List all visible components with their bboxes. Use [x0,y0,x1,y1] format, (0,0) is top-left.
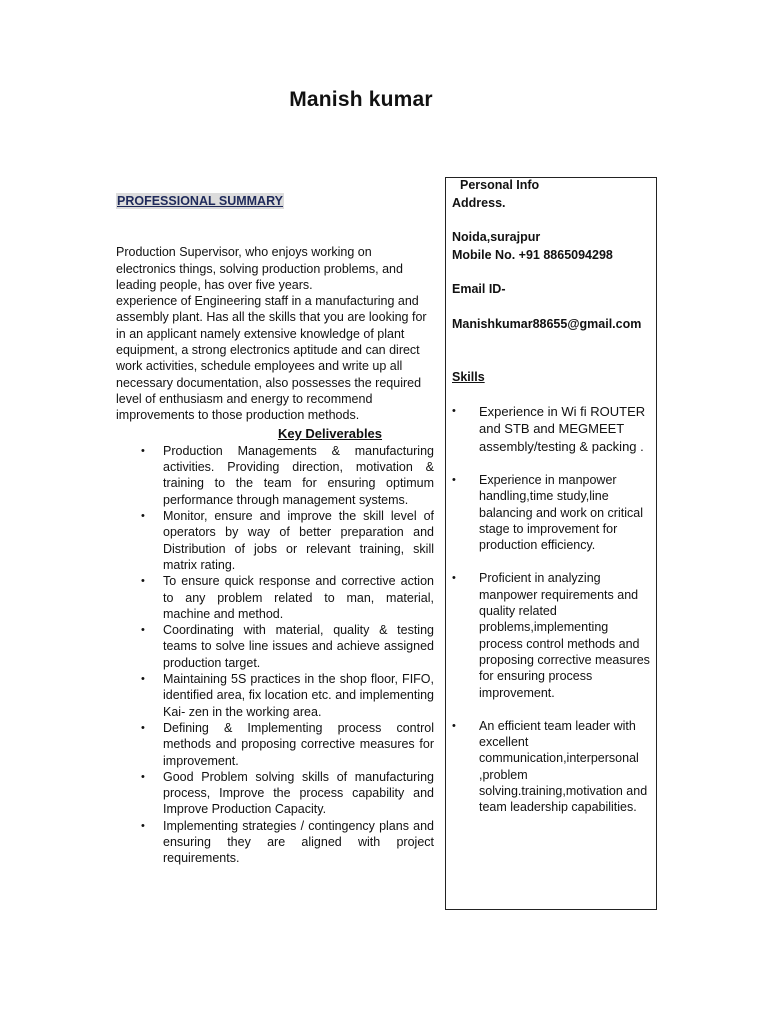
bullet-icon: • [141,819,145,832]
left-column [116,193,434,867]
deliverable-item: • Good Problem solving skills of manufacturing process, Improve the process capability and Improve Production Capacity. [141,769,434,817]
deliverable-item: • To ensure quick response and corrective action to any problem related to man, material, machine and method. [141,574,434,621]
personal-info-heading: Personal Info [460,178,540,192]
candidate-name: Manish kumar [289,88,433,111]
key-deliverables-heading: Key Deliverables [277,425,383,441]
skills-heading: Skills [452,370,485,384]
skill-item: • Experience in Wi fi ROUTER and STB and MEGMEET assembly/testing & packing . [452,403,646,454]
summary-paragraph-2: experience of Engineering staff in a manufacturing and assembly plant. Has all the skills that you are looking for in an applicant namely extensive knowledge of plant equipment, a strong electronics aptitude and can direct work activities, schedule employees and write up all necessary documentation, also possesses the required level of enthusiasm and energy to recommend improvements to those production methods. [116,294,427,423]
email-label: Email ID- [452,282,506,296]
bullet-icon: • [141,444,145,457]
key-deliverables-list [116,443,434,867]
professional-summary [116,244,434,423]
address-value: Noida,surajpur [452,230,541,244]
deliverable-item: • Implementing strategies / contingency plans and ensuring they are aligned with project requirements. [141,818,434,866]
deliverable-item: • Production Managements & manufacturing activities. Providing direction, motivation & training to the team for ensuring optimum performance through management systems. [141,443,434,507]
personal-info-box [445,177,657,910]
bullet-icon: • [452,719,456,732]
skills-list [452,403,652,816]
deliverable-item: • Maintaining 5S practices in the shop floor, FIFO, identified area, fix location etc. and implementing Kai- zen in the working area. [141,672,434,719]
skill-item: • Experience in manpower handling,time study,line balancing and work on critical stage to improvement for production efficiency. [452,473,643,553]
professional-summary-heading: PROFESSIONAL SUMMARY [117,194,283,208]
bullet-icon: • [141,510,145,523]
bullet-icon: • [452,404,456,417]
bullet-icon: • [141,770,145,783]
email-value: Manishkumar88655@gmail.com [452,316,642,331]
bullet-icon: • [141,673,145,686]
summary-paragraph-1: Production Supervisor, who enjoys working on electronics things, solving production problems, and leading people, has over five years. [116,245,403,292]
mobile-number: Mobile No. +91 8865094298 [452,247,613,262]
bullet-icon: • [452,474,456,486]
skill-item: • An efficient team leader with excellent communication,interpersonal ,problem solving.training,motivation and team leadership capabilities. [452,718,648,815]
deliverable-item: • Coordinating with material, quality & testing teams to solve line issues and achieve assigned production target. [141,623,434,670]
bullet-icon: • [141,721,145,734]
deliverable-item: • Defining & Implementing process control methods and proposing corrective measures for improvement. [141,720,434,768]
bullet-icon: • [141,624,145,637]
deliverable-item: • Monitor, ensure and improve the skill level of operators by way of better preparation and Distribution of jobs or relevant training, skill matrix rating. [141,509,434,572]
address-label: Address. [452,195,506,210]
bullet-icon: • [141,575,145,588]
skill-item: • Proficient in analyzing manpower requirements and quality related problems,implementing process control methods and proposing corrective measures for ensuring process improvement. [452,571,650,700]
bullet-icon: • [452,572,456,585]
